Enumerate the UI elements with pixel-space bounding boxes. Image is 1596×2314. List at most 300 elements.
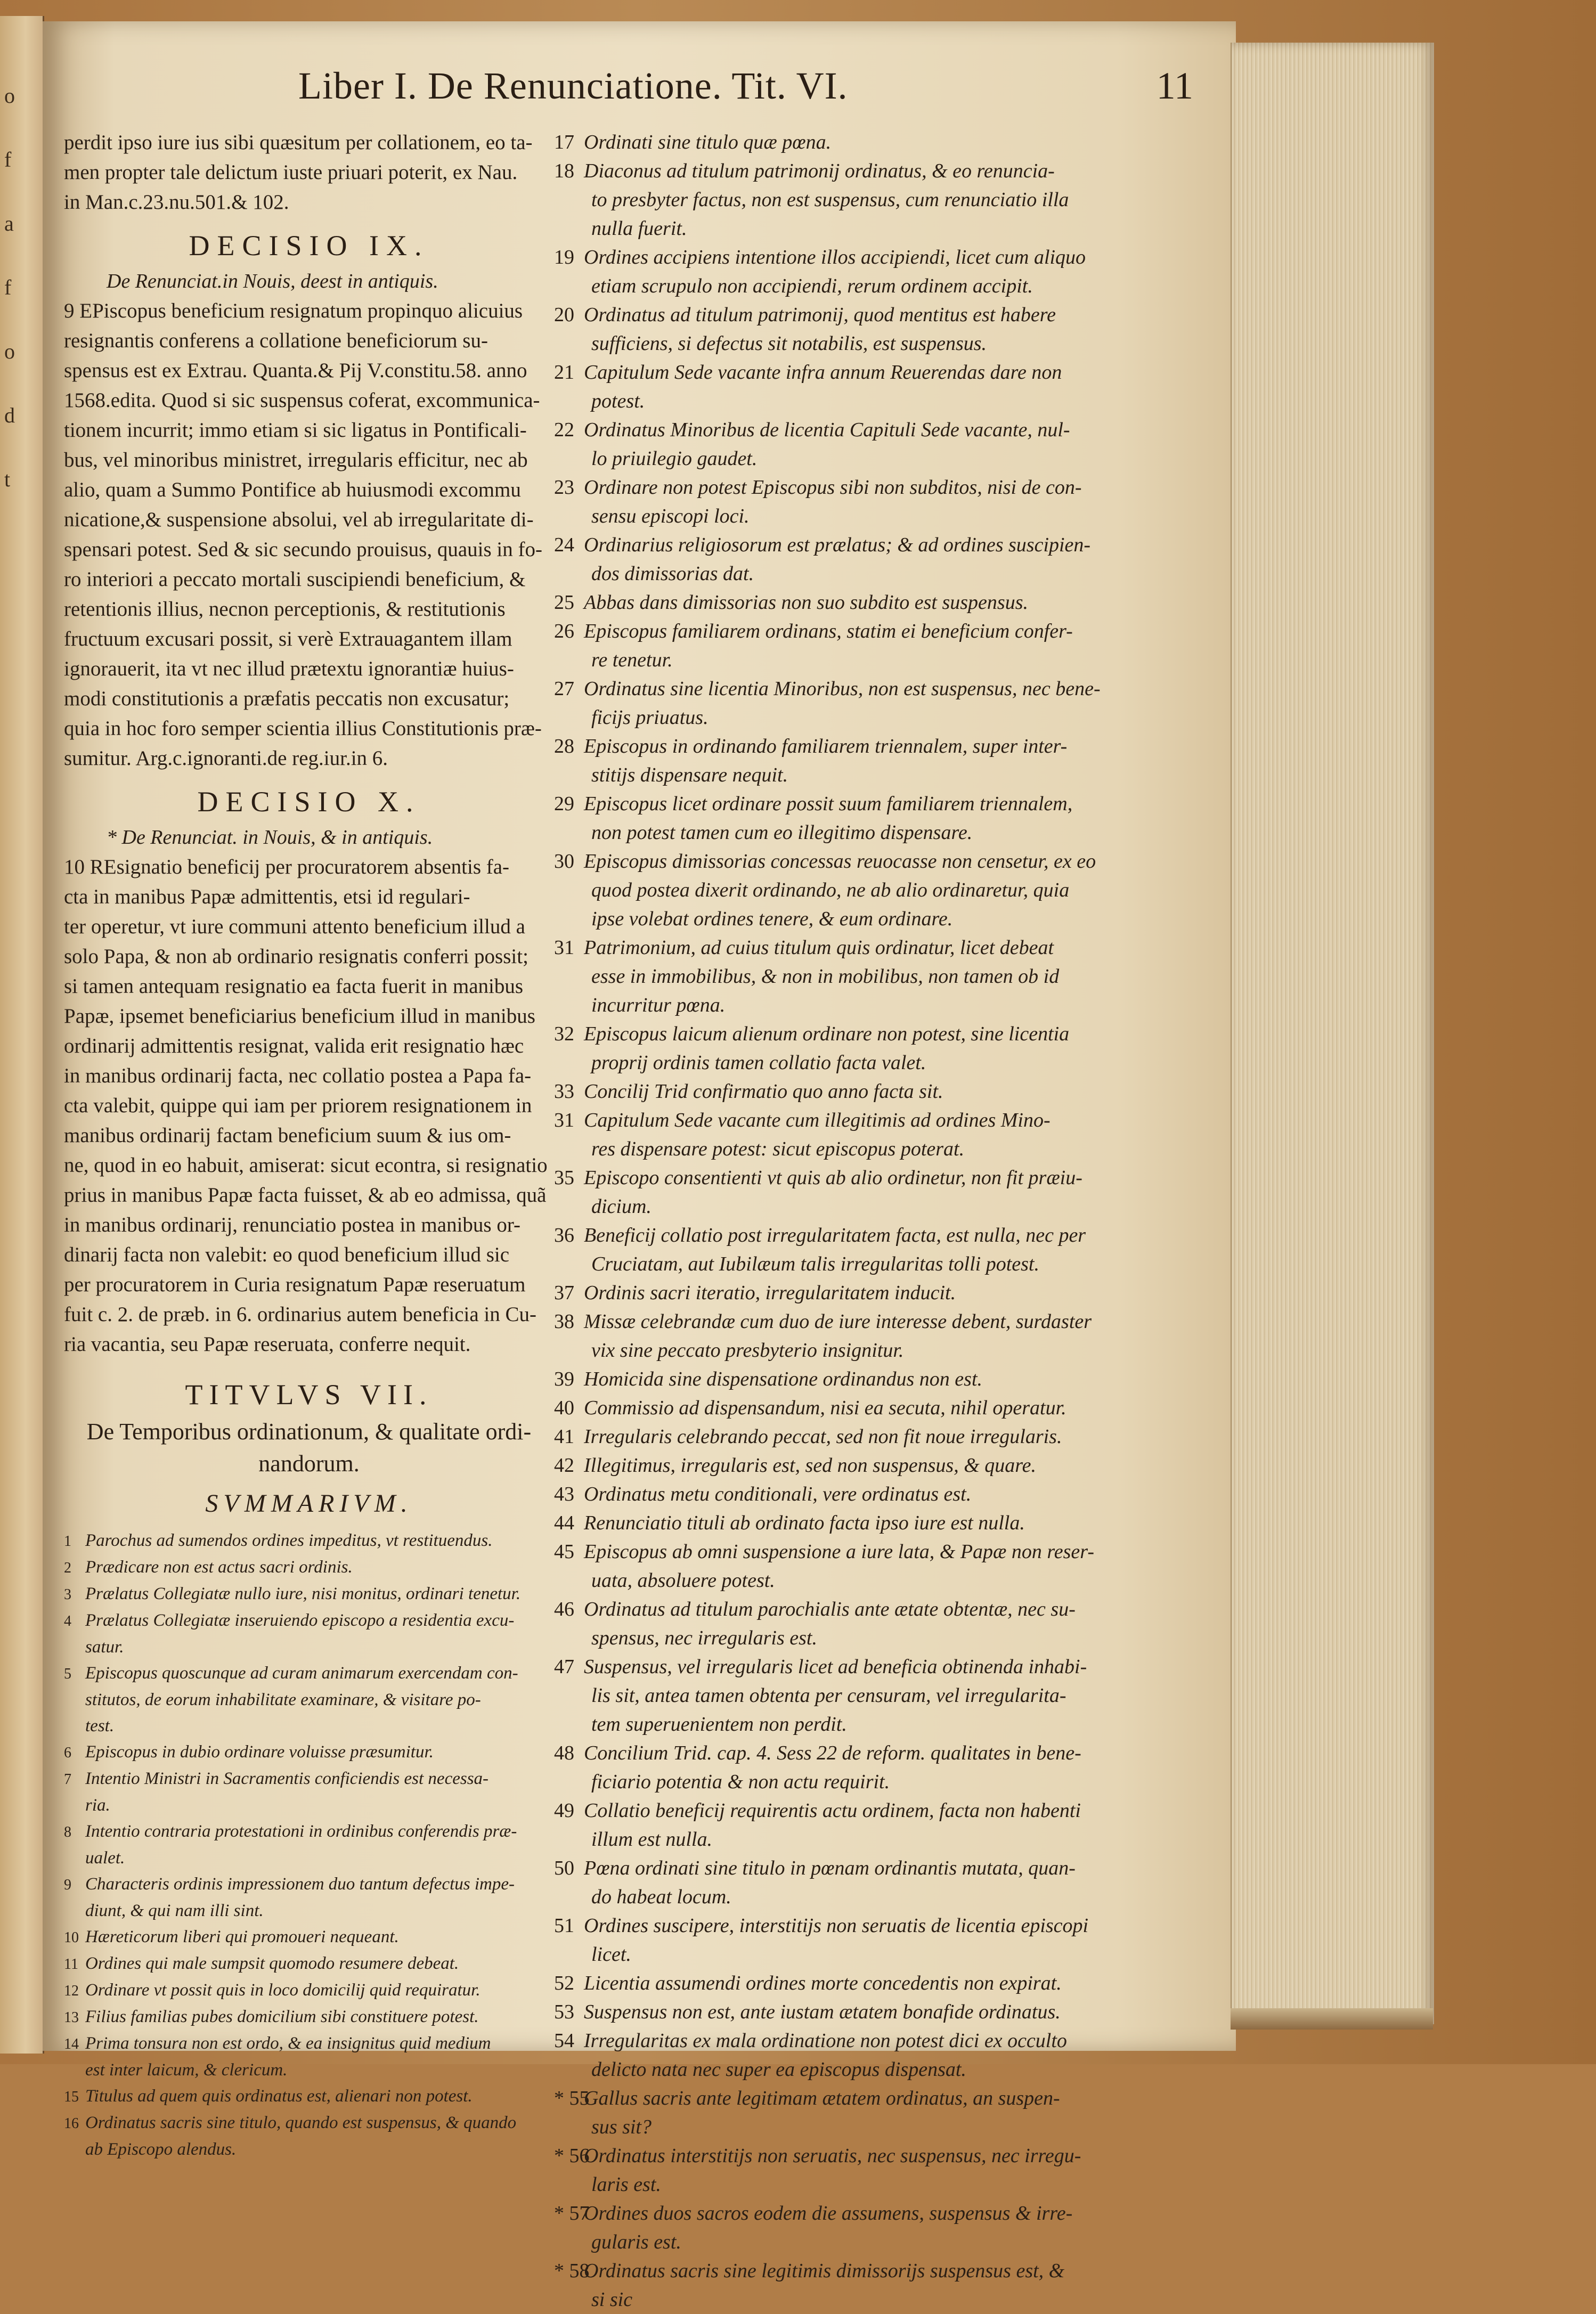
summary-item bbox=[554, 1336, 1225, 1365]
summary-item bbox=[64, 1924, 554, 1951]
summary-item bbox=[554, 1278, 1225, 1307]
summary-item bbox=[64, 1819, 554, 1845]
item-number: 27 bbox=[554, 678, 574, 700]
summary-item bbox=[554, 473, 1225, 502]
item-text: si sic bbox=[591, 2288, 633, 2311]
summary-item bbox=[554, 1451, 1225, 1480]
summary-item bbox=[554, 1681, 1225, 1710]
item-text: sensu episcopi loci. bbox=[591, 505, 750, 527]
summary-item bbox=[554, 2055, 1225, 2084]
summary-item bbox=[554, 1307, 1225, 1336]
summary-item bbox=[554, 2170, 1225, 2199]
item-text: Titulus ad quem quis ordinatus est, alienari non potest. bbox=[85, 2087, 473, 2106]
item-text: Suspensus, vel irregularis licet ad beneficia obtinenda inhabi- bbox=[584, 1656, 1087, 1678]
item-number: 22 bbox=[554, 419, 574, 441]
summary-item bbox=[554, 2285, 1225, 2314]
item-text: Concilium Trid. cap. 4. Sess 22 de reform. qualitates in bene- bbox=[584, 1742, 1081, 1764]
item-text: ab Episcopo alendus. bbox=[85, 2140, 237, 2159]
item-text: Intentio Ministri in Sacramentis conficiendis est necessa- bbox=[85, 1769, 489, 1788]
decisio-9-subtitle: De Renunciat.in Nouis, deest in antiquis. bbox=[107, 270, 438, 292]
text-line: ria vacantia, seu Papæ reseruata, conferre nequit. bbox=[64, 1333, 471, 1356]
item-number: 40 bbox=[554, 1397, 574, 1419]
item-text: Ordinatus Minoribus de licentia Capituli Sede vacante, nul- bbox=[584, 419, 1070, 441]
item-text: stitutos, de eorum inhabilitate examinare, & visitare po- bbox=[85, 1690, 481, 1709]
summary-item bbox=[64, 1766, 554, 1792]
text-line: fructuum excusari possit, si verè Extrauagantem illam bbox=[64, 628, 512, 650]
summary-item bbox=[554, 1020, 1225, 1048]
item-text: ficiario potentia & non actu requirit. bbox=[591, 1771, 890, 1793]
item-text: Pœna ordinati sine titulo in pœnam ordinantis mutata, quan- bbox=[584, 1857, 1076, 1879]
summary-item bbox=[554, 387, 1225, 415]
item-text: proprij ordinis tamen collatio facta valet. bbox=[591, 1052, 926, 1074]
item-number: 31 bbox=[554, 936, 574, 959]
text-line: ne, quod in eo habuit, amiserat: sicut econtra, si resignatio bbox=[64, 1154, 548, 1177]
summary-item bbox=[554, 2199, 1225, 2228]
left-page-edge bbox=[0, 16, 44, 2054]
text-line: cta valebit, quippe qui iam per priorem resignationem in bbox=[64, 1094, 532, 1117]
item-number: * 57 bbox=[554, 2202, 590, 2225]
text-line: quia in hoc foro semper scientia illius Constitutionis præ- bbox=[64, 717, 542, 740]
item-number: * 55 bbox=[554, 2087, 590, 2109]
item-number: 17 bbox=[554, 131, 574, 153]
text-line: solo Papa, & non ab ordinario resignatis conferri possit; bbox=[64, 945, 528, 968]
text-line: per procuratorem in Curia resignatum Papæ reseruatum bbox=[64, 1273, 526, 1296]
item-number: 44 bbox=[554, 1512, 574, 1534]
text-line: resignantis conferens a collatione beneficiorum su- bbox=[64, 329, 488, 352]
item-text: re tenetur. bbox=[591, 649, 673, 671]
text-line: tionem incurrit; immo etiam si sic ligatus in Pontificali- bbox=[64, 419, 527, 442]
text-line: cta in manibus Papæ admittentis, etsi id regulari- bbox=[64, 885, 470, 908]
item-number: 35 bbox=[554, 1167, 574, 1189]
summary-item bbox=[64, 1554, 554, 1581]
item-text: spensus, nec irregularis est. bbox=[591, 1627, 817, 1649]
summary-item bbox=[554, 2026, 1225, 2055]
summary-item bbox=[554, 933, 1225, 962]
text-line: ter operetur, vt iure communi attento beneficium illud a bbox=[64, 915, 525, 938]
item-text: gularis est. bbox=[591, 2231, 681, 2253]
item-text: Intentio contraria protestationi in ordinibus conferendis præ- bbox=[85, 1822, 517, 1841]
summary-item bbox=[554, 2228, 1225, 2256]
summary-item bbox=[554, 1106, 1225, 1135]
item-number: 24 bbox=[554, 534, 574, 556]
item-number: 31 bbox=[554, 1109, 574, 1131]
item-text: Irregularis celebrando peccat, sed non fit noue irregularis. bbox=[584, 1425, 1062, 1448]
text-line: 10 REsignatio beneficij per procuratorem absentis fa- bbox=[64, 855, 510, 878]
item-text: Ordinis sacri iteratio, irregularitatem inducit. bbox=[584, 1282, 956, 1304]
item-number: 15 bbox=[64, 2089, 79, 2105]
text-line: dinarij facta non valebit: eo quod beneficium illud sic bbox=[64, 1243, 510, 1266]
item-text: esse in immobilibus, & non in mobilibus, non tamen ob id bbox=[591, 965, 1060, 988]
item-text: vix sine peccato presbyterio insignitur. bbox=[591, 1339, 904, 1362]
item-text: Ordinatus metu conditionali, vere ordinatus est. bbox=[584, 1483, 972, 1505]
summary-item bbox=[554, 732, 1225, 761]
item-text: Suspensus non est, ante iustam ætatem bonafide ordinatus. bbox=[584, 2001, 1061, 2023]
item-number: 50 bbox=[554, 1857, 574, 1879]
summary-item bbox=[554, 1422, 1225, 1451]
item-text: Episcopo consentienti vt quis ab alio ordinetur, non fit præiu- bbox=[584, 1167, 1082, 1189]
right-summary-list bbox=[554, 128, 1225, 2314]
running-title: Liber I. De Renunciatione. Tit. VI. bbox=[298, 64, 848, 107]
summary-item bbox=[554, 1940, 1225, 1969]
item-number: 52 bbox=[554, 1972, 574, 1994]
summary-item bbox=[554, 1077, 1225, 1106]
summary-item bbox=[64, 2031, 554, 2057]
item-text: res dispensare potest: sicut episcopus poterat. bbox=[591, 1138, 965, 1160]
summary-item bbox=[554, 1652, 1225, 1681]
item-text: sus sit? bbox=[591, 2116, 652, 2138]
text-line: 9 EPiscopus beneficium resignatum propinquo alicuius bbox=[64, 299, 523, 322]
item-number: 12 bbox=[64, 1983, 79, 1999]
summary-item bbox=[554, 1883, 1225, 1911]
item-text: Episcopus in dubio ordinare voluisse præsumitur. bbox=[85, 1742, 434, 1762]
summary-item bbox=[64, 2083, 554, 2110]
summary-item bbox=[554, 991, 1225, 1020]
page-edges-bottom bbox=[1231, 2008, 1433, 2030]
item-text: Episcopus ab omni suspensione a iure lata, & Papæ non reser- bbox=[584, 1541, 1094, 1563]
item-number: 14 bbox=[64, 2036, 79, 2052]
right-column bbox=[554, 128, 1225, 2314]
item-number: 32 bbox=[554, 1023, 574, 1045]
item-text: Prædicare non est actus sacri ordinis. bbox=[85, 1558, 353, 1577]
item-number: 36 bbox=[554, 1224, 574, 1246]
summary-item bbox=[554, 329, 1225, 358]
item-number: 28 bbox=[554, 735, 574, 757]
item-text: ficijs priuatus. bbox=[591, 706, 709, 729]
summary-item bbox=[64, 2137, 554, 2163]
item-text: Ordinatus interstitijs non seruatis, nec suspensus, nec irregu- bbox=[584, 2145, 1081, 2167]
summary-item bbox=[554, 1250, 1225, 1278]
summary-item bbox=[554, 128, 1225, 157]
text-line: spensus est ex Extrau. Quanta.& Pij V.constitu.58. anno bbox=[64, 359, 527, 382]
item-number: 9 bbox=[64, 1877, 71, 1893]
item-number: 8 bbox=[64, 1824, 71, 1840]
item-text: stitijs dispensare nequit. bbox=[591, 764, 788, 786]
item-text: Ordines duos sacros eodem die assumens, suspensus & irre- bbox=[584, 2202, 1073, 2225]
item-text: Filius familias pubes domicilium sibi constituere potest. bbox=[85, 2007, 479, 2026]
summary-item bbox=[554, 1911, 1225, 1940]
page-edges bbox=[1231, 43, 1434, 2024]
item-text: Hæreticorum liberi qui promoueri nequeant. bbox=[85, 1927, 399, 1946]
item-number: 42 bbox=[554, 1454, 574, 1477]
item-text: est inter laicum, & clericum. bbox=[85, 2060, 288, 2080]
summary-item bbox=[554, 1135, 1225, 1163]
decisio-9-title: DECISIO IX. bbox=[189, 230, 429, 262]
item-number: 43 bbox=[554, 1483, 574, 1505]
item-text: Ordinare vt possit quis in loco domicilij quid requiratur. bbox=[85, 1981, 481, 2000]
item-text: Missæ celebrandæ cum duo de iure interesse debent, surdaster bbox=[584, 1310, 1092, 1333]
summary-item bbox=[554, 905, 1225, 933]
item-text: etiam scrupulo non accipiendi, rerum ordinem accipit. bbox=[591, 275, 1033, 297]
summary-item bbox=[64, 1977, 554, 2004]
item-text: Ordinatus sacris sine legitimis dimissorijs suspensus est, & bbox=[584, 2260, 1065, 2282]
summary-item bbox=[64, 1608, 554, 1634]
item-text: Patrimonium, ad cuius titulum quis ordinatur, licet debeat bbox=[584, 936, 1054, 959]
summary-item bbox=[554, 847, 1225, 876]
item-text: Episcopus dimissorias concessas reuocasse non censetur, ex eo bbox=[584, 850, 1096, 873]
decisio-10-title: DECISIO X. bbox=[197, 786, 421, 818]
item-text: lo priuilegio gaudet. bbox=[591, 447, 758, 470]
item-number: 33 bbox=[554, 1080, 574, 1103]
item-text: quod postea dixerit ordinando, ne ab alio ordinaretur, quia bbox=[591, 879, 1070, 901]
item-text: laris est. bbox=[591, 2173, 661, 2196]
item-number: 53 bbox=[554, 2001, 574, 2023]
item-text: Beneficij collatio post irregularitatem facta, est nulla, nec per bbox=[584, 1224, 1086, 1246]
summary-item bbox=[554, 502, 1225, 531]
item-number: 11 bbox=[64, 1956, 78, 1973]
item-text: Cruciatam, aut Iubilæum talis irregularitas tolli potest. bbox=[591, 1253, 1039, 1275]
decisio-10-body bbox=[64, 852, 554, 1359]
text-line: bus, vel minoribus ministret, irregularis efficitur, nec ab bbox=[64, 449, 528, 471]
text-line: manibus ordinarij factam beneficium suum & ius om- bbox=[64, 1124, 511, 1147]
summarium-label: SVMMARIVM. bbox=[205, 1489, 413, 1518]
summary-item bbox=[554, 358, 1225, 387]
summary-item bbox=[554, 531, 1225, 559]
summary-item bbox=[64, 1951, 554, 1977]
text-line: nicatione,& suspensione absolui, vel ab irregularitate di- bbox=[64, 508, 534, 531]
summary-item bbox=[554, 214, 1225, 243]
item-text: tem superuenientem non perdit. bbox=[591, 1713, 847, 1736]
item-text: Characteris ordinis impressionem duo tantum defectus impe- bbox=[85, 1875, 515, 1894]
item-text: Parochus ad sumendos ordines impeditus, vt restituendus. bbox=[85, 1531, 493, 1550]
item-number: 10 bbox=[64, 1929, 79, 1946]
summary-item bbox=[554, 272, 1225, 300]
item-number: * 58 bbox=[554, 2260, 590, 2282]
text-line: alio, quam a Summo Pontifice ab huiusmodi excommu bbox=[64, 478, 521, 501]
summary-item bbox=[554, 1710, 1225, 1739]
item-text: ria. bbox=[85, 1796, 110, 1815]
summary-item bbox=[554, 1163, 1225, 1192]
summary-item bbox=[554, 674, 1225, 703]
item-text: uata, absoluere potest. bbox=[591, 1569, 775, 1592]
text-line: perdit ipso iure ius sibi quæsitum per collationem, eo ta- bbox=[64, 131, 533, 154]
item-text: Collatio beneficij requirentis actu ordinem, facta non habenti bbox=[584, 1799, 1081, 1822]
item-number: 30 bbox=[554, 850, 574, 873]
item-number: 38 bbox=[554, 1310, 574, 1333]
summary-item bbox=[554, 1998, 1225, 2026]
titulus-7-subtitle-1: De Temporibus ordinationum, & qualitate ordi- bbox=[86, 1419, 532, 1445]
item-number: 5 bbox=[64, 1666, 71, 1682]
left-page-fragment: t bbox=[4, 467, 11, 491]
item-text: Concilij Trid confirmatio quo anno facta sit. bbox=[584, 1080, 943, 1103]
item-text: Ordinatus sine licentia Minoribus, non est suspensus, nec bene- bbox=[584, 678, 1101, 700]
item-text: ualet. bbox=[85, 1848, 125, 1868]
item-number: 29 bbox=[554, 793, 574, 815]
text-line: ignorauerit, ita vt nec illud prætextu ignorantiæ huius- bbox=[64, 657, 514, 680]
item-text: Prima tonsura non est ordo, & ea insignitus quid medium bbox=[85, 2034, 491, 2053]
text-line: 1568.edita. Quod si sic suspensus coferat, excommunica- bbox=[64, 389, 540, 412]
item-text: dos dimissorias dat. bbox=[591, 563, 754, 585]
summary-item bbox=[554, 1796, 1225, 1825]
summary-item bbox=[554, 1739, 1225, 1767]
item-text: potest. bbox=[591, 390, 645, 412]
intro-text bbox=[64, 128, 554, 217]
summary-item bbox=[554, 1767, 1225, 1796]
text-line: modi constitutionis a præfatis peccatis non excusatur; bbox=[64, 687, 510, 710]
item-number: 48 bbox=[554, 1742, 574, 1764]
item-number: 23 bbox=[554, 476, 574, 499]
left-column bbox=[64, 128, 554, 2163]
item-text: to presbyter factus, non est suspensus, cum renunciatio illa bbox=[591, 189, 1069, 211]
text-line: in Man.c.23.nu.501.& 102. bbox=[64, 191, 289, 214]
item-text: Gallus sacris ante legitimam ætatem ordinatus, an suspen- bbox=[584, 2087, 1060, 2109]
summary-item bbox=[64, 1581, 554, 1608]
summary-item bbox=[554, 243, 1225, 272]
item-text: test. bbox=[85, 1716, 115, 1736]
item-text: Homicida sine dispensatione ordinandus non est. bbox=[584, 1368, 982, 1390]
item-number: 51 bbox=[554, 1914, 574, 1937]
text-line: sumitur. Arg.c.ignoranti.de reg.iur.in 6. bbox=[64, 747, 388, 770]
left-page-fragment: o bbox=[4, 339, 15, 363]
summary-item bbox=[554, 1566, 1225, 1595]
summary-item bbox=[554, 1825, 1225, 1854]
item-text: do habeat locum. bbox=[591, 1886, 731, 1908]
item-text: Ordinare non potest Episcopus sibi non subditos, nisi de con- bbox=[584, 476, 1082, 499]
text-line: men propter tale delictum iuste priuari poterit, ex Nau. bbox=[64, 161, 518, 184]
summary-item bbox=[554, 1969, 1225, 1998]
item-number: 7 bbox=[64, 1771, 71, 1788]
summary-item bbox=[554, 789, 1225, 818]
summary-item bbox=[554, 157, 1225, 185]
summary-item bbox=[64, 1713, 554, 1739]
item-text: Prælatus Collegiatæ inseruiendo episcopo a residentia excu- bbox=[85, 1611, 515, 1630]
summary-item bbox=[554, 1480, 1225, 1509]
summary-item bbox=[554, 1048, 1225, 1077]
summary-item bbox=[554, 2113, 1225, 2141]
left-page-fragment: d bbox=[4, 403, 15, 427]
summary-item bbox=[64, 2110, 554, 2137]
item-text: Episcopus quoscunque ad curam animarum exercendam con- bbox=[85, 1664, 518, 1683]
item-text: Ordinatus ad titulum patrimonij, quod mentitus est habere bbox=[584, 304, 1056, 326]
item-number: 45 bbox=[554, 1541, 574, 1563]
text-line: spensari potest. Sed & sic secundo prouisus, quauis in fo- bbox=[64, 538, 542, 561]
summary-item bbox=[64, 1898, 554, 1924]
item-text: Prælatus Collegiatæ nullo iure, nisi monitus, ordinari tenetur. bbox=[85, 1584, 521, 1603]
item-number: 13 bbox=[64, 2009, 79, 2026]
item-text: Abbas dans dimissorias non suo subdito est suspensus. bbox=[584, 591, 1028, 614]
item-text: licet. bbox=[591, 1943, 631, 1966]
summary-item bbox=[554, 1624, 1225, 1652]
item-number: 37 bbox=[554, 1282, 574, 1304]
item-number: 26 bbox=[554, 620, 574, 642]
item-number: 54 bbox=[554, 2030, 574, 2052]
summary-item bbox=[554, 1192, 1225, 1221]
item-text: Ordines suscipere, interstitijs non seruatis de licentia episcopi bbox=[584, 1914, 1089, 1937]
item-number: 46 bbox=[554, 1598, 574, 1620]
summary-item bbox=[554, 761, 1225, 789]
item-number: 21 bbox=[554, 361, 574, 384]
item-text: sufficiens, si defectus sit notabilis, est suspensus. bbox=[591, 332, 987, 355]
text-line: ordinarij admittentis resignat, valida erit resignatio hæc bbox=[64, 1034, 524, 1057]
item-text: Ordinatus ad titulum parochialis ante ætate obtentæ, nec su- bbox=[584, 1598, 1076, 1620]
item-number: 16 bbox=[64, 2115, 79, 2132]
summary-item bbox=[64, 1739, 554, 1766]
text-line: ro interiori a peccato mortali suscipiendi beneficium, & bbox=[64, 568, 526, 591]
text-line: prius in manibus Papæ facta fuisset, & ab eo admissa, quã bbox=[64, 1184, 547, 1207]
summary-item bbox=[554, 1854, 1225, 1883]
item-number: 1 bbox=[64, 1533, 71, 1550]
summary-item bbox=[554, 1221, 1225, 1250]
running-header bbox=[298, 64, 1204, 123]
summary-item bbox=[554, 962, 1225, 991]
item-number: 25 bbox=[554, 591, 574, 614]
summary-item bbox=[554, 1537, 1225, 1566]
item-text: nulla fuerit. bbox=[591, 217, 687, 240]
left-page-fragment: f bbox=[4, 148, 12, 172]
summary-item bbox=[554, 617, 1225, 646]
summary-item bbox=[64, 1845, 554, 1871]
summary-item bbox=[554, 444, 1225, 473]
item-text: Episcopus in ordinando familiarem triennalem, super inter- bbox=[584, 735, 1068, 757]
left-page-fragment: f bbox=[4, 275, 12, 299]
text-line: retentionis illius, necnon perceptionis, & restitutionis bbox=[64, 598, 506, 621]
item-text: lis sit, antea tamen obtenta per censuram, vel irregularita- bbox=[591, 1684, 1066, 1707]
item-number: 39 bbox=[554, 1368, 574, 1390]
item-text: Irregularitas ex mala ordinatione non potest dici ex occulto bbox=[584, 2030, 1067, 2052]
item-text: ipse volebat ordines tenere, & eum ordinare. bbox=[591, 908, 953, 930]
item-number: 3 bbox=[64, 1586, 71, 1603]
item-number: 41 bbox=[554, 1425, 574, 1448]
item-text: diunt, & qui nam illi sint. bbox=[85, 1901, 264, 1920]
item-text: Capitulum Sede vacante infra annum Reuerendas dare non bbox=[584, 361, 1062, 384]
item-number: 49 bbox=[554, 1799, 574, 1822]
summary-item bbox=[554, 185, 1225, 214]
summary-item bbox=[64, 1871, 554, 1898]
item-number: * 56 bbox=[554, 2145, 590, 2167]
titulus-7-title: TITVLVS VII. bbox=[185, 1379, 433, 1411]
left-page-fragment: a bbox=[4, 211, 14, 235]
item-text: Capitulum Sede vacante cum illegitimis ad ordines Mino- bbox=[584, 1109, 1051, 1131]
item-text: Commissio ad dispensandum, nisi ea secuta, nihil operatur. bbox=[584, 1397, 1066, 1419]
item-number: 19 bbox=[554, 246, 574, 268]
item-text: non potest tamen cum eo illegitimo dispensare. bbox=[591, 821, 973, 844]
summary-item bbox=[64, 1660, 554, 1687]
item-text: Ordines accipiens intentione illos accipiendi, licet cum aliquo bbox=[584, 246, 1086, 268]
summary-item bbox=[554, 588, 1225, 617]
text-line: in manibus ordinarij facta, nec collatio postea a Papa fa- bbox=[64, 1064, 532, 1087]
summary-item bbox=[554, 2256, 1225, 2285]
text-line: si tamen antequam resignatio ea facta fuerit in manibus bbox=[64, 975, 524, 998]
item-text: Episcopus licet ordinare possit suum familiarem triennalem, bbox=[584, 793, 1073, 815]
left-page-fragment: o bbox=[4, 84, 15, 108]
titulus-7-subtitle-2: nandorum. bbox=[258, 1451, 360, 1477]
item-text: Licentia assumendi ordines morte concedentis non expirat. bbox=[584, 1972, 1062, 1994]
text-line: Papæ, ipsemet beneficiarius beneficium illud in manibus bbox=[64, 1005, 535, 1028]
item-text: illum est nulla. bbox=[591, 1828, 712, 1851]
summary-item bbox=[554, 1595, 1225, 1624]
summary-item bbox=[64, 2004, 554, 2031]
summary-item bbox=[554, 559, 1225, 588]
item-text: dicium. bbox=[591, 1195, 652, 1218]
item-text: Renunciatio tituli ab ordinato facta ipso iure est nulla. bbox=[584, 1512, 1025, 1534]
text-line: in manibus ordinarij, renunciatio postea in manibus or- bbox=[64, 1213, 521, 1236]
item-text: Ordinatus sacris sine titulo, quando est suspensus, & quando bbox=[85, 2113, 517, 2132]
item-text: Episcopus laicum alienum ordinare non potest, sine licentia bbox=[584, 1023, 1070, 1045]
item-number: 6 bbox=[64, 1745, 71, 1761]
decisio-10-subtitle: * De Renunciat. in Nouis, & in antiquis. bbox=[107, 826, 433, 849]
item-text: Ordinati sine titulo quæ pœna. bbox=[584, 131, 832, 153]
item-text: Episcopus familiarem ordinans, statim ei beneficium confer- bbox=[584, 620, 1073, 642]
item-text: satur. bbox=[85, 1637, 124, 1657]
summary-item bbox=[554, 646, 1225, 674]
item-text: incurritur pœna. bbox=[591, 994, 726, 1016]
summary-item bbox=[554, 818, 1225, 847]
summary-item bbox=[554, 703, 1225, 732]
summary-item bbox=[554, 415, 1225, 444]
summary-item bbox=[64, 1634, 554, 1660]
item-text: Diaconus ad titulum patrimonij ordinatus, & eo renuncia- bbox=[584, 160, 1055, 182]
item-number: 20 bbox=[554, 304, 574, 326]
summary-item bbox=[554, 1394, 1225, 1422]
